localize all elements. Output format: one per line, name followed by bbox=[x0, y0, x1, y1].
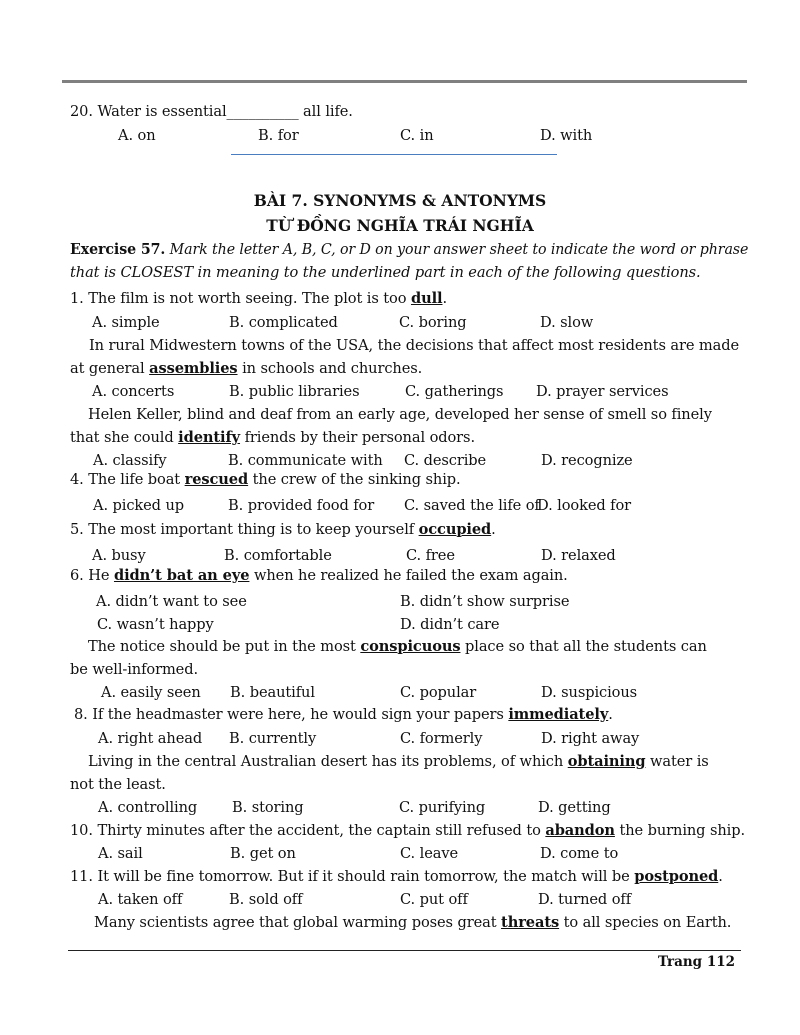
q7-option-c: C. popular bbox=[400, 684, 477, 701]
q6-option-c: C. wasn’t happy bbox=[97, 616, 214, 633]
q11-text-end: . bbox=[718, 868, 723, 885]
question-1-stem bbox=[70, 290, 447, 308]
q3-text: that she could bbox=[70, 429, 179, 446]
section-subtitle: TỪ ĐỒNG NGHĨA TRÁI NGHĨA bbox=[266, 216, 534, 235]
q9-text-end: water is bbox=[645, 753, 709, 770]
question-6-stem bbox=[70, 567, 568, 585]
q10-keyword: abandon bbox=[545, 822, 615, 839]
q11-option-c: C. put off bbox=[400, 891, 468, 908]
q4-option-b: B. provided food for bbox=[228, 497, 375, 514]
q10-text-end: the burning ship. bbox=[614, 822, 746, 839]
q12-text-end: to all species on Earth. bbox=[559, 914, 732, 931]
q9-keyword: obtaining bbox=[567, 753, 646, 770]
question-11-stem bbox=[70, 868, 723, 886]
exercise-instruction-line1 bbox=[70, 241, 748, 259]
q5-option-a: A. busy bbox=[92, 547, 146, 564]
question-2-stem-line2 bbox=[70, 360, 422, 378]
q20-option-c: C. in bbox=[400, 127, 434, 144]
q5-keyword: occupied bbox=[418, 521, 492, 538]
q11-keyword: postponed bbox=[634, 868, 719, 885]
question-9-stem-line1 bbox=[88, 753, 709, 771]
q6-option-d: D. didn’t care bbox=[400, 616, 500, 633]
q8-option-a: A. right ahead bbox=[98, 730, 203, 747]
q7-text: The notice should be put in the most bbox=[88, 638, 361, 655]
exercise-instruction-line2: that is CLOSEST in meaning to the underlined part in each of the following questions. bbox=[70, 264, 701, 281]
q6-text-end: when he realized he failed the exam again. bbox=[249, 567, 568, 584]
q6-keyword: didn’t bat an eye bbox=[113, 567, 250, 584]
q7-option-a: A. easily seen bbox=[101, 684, 201, 701]
section-title: BÀI 7. SYNONYMS & ANTONYMS bbox=[253, 191, 547, 210]
q9-text: Living in the central Australian desert has its problems, of which bbox=[88, 753, 568, 770]
q2-keyword: assemblies bbox=[149, 360, 238, 377]
footer-rule bbox=[68, 950, 741, 951]
q1-option-b: B. complicated bbox=[229, 314, 338, 331]
q8-text: 8. If the headmaster were here, he would sign your papers bbox=[74, 706, 509, 723]
q20-option-a: A. on bbox=[118, 127, 156, 144]
blue-divider bbox=[231, 154, 557, 155]
q1-text-end: . bbox=[442, 290, 448, 307]
q6-option-a: A. didn’t want to see bbox=[96, 593, 247, 610]
question-12-stem bbox=[94, 914, 731, 932]
q9-option-d: D. getting bbox=[538, 799, 611, 816]
page-number: Trang 112 bbox=[657, 954, 735, 970]
q4-text-end: the crew of the sinking ship. bbox=[248, 471, 461, 488]
question-2-stem-line1: In rural Midwestern towns of the USA, the decisions that affect most residents are made bbox=[89, 337, 740, 354]
q2-option-a: A. concerts bbox=[92, 383, 175, 400]
question-9-stem-line2: not the least. bbox=[70, 776, 166, 793]
q1-option-a: A. simple bbox=[92, 314, 160, 331]
q4-text: 4. The life boat bbox=[70, 471, 185, 488]
q12-text: Many scientists agree that global warming poses great bbox=[94, 914, 502, 931]
q3-option-a: A. classify bbox=[93, 452, 167, 469]
q1-option-d: D. slow bbox=[540, 314, 594, 331]
q2-text-end: in schools and churches. bbox=[237, 360, 423, 377]
question-4-stem bbox=[70, 471, 461, 489]
exercise-label: Exercise 57. bbox=[70, 241, 166, 258]
question-5-stem bbox=[70, 521, 496, 539]
q9-option-a: A. controlling bbox=[98, 799, 198, 816]
q1-keyword: dull bbox=[410, 290, 443, 307]
q9-option-b: B. storing bbox=[232, 799, 304, 816]
question-20-stem: 20. Water is essential__________ all life. bbox=[70, 103, 353, 120]
q10-text: 10. Thirty minutes after the accident, the captain still refused to bbox=[70, 822, 546, 839]
question-7-stem-line1 bbox=[88, 638, 707, 656]
q6-text: 6. He bbox=[70, 567, 114, 584]
q3-option-c: C. describe bbox=[404, 452, 487, 469]
q8-text-end: . bbox=[608, 706, 613, 723]
q8-option-d: D. right away bbox=[541, 730, 640, 747]
q4-option-c: C. saved the life of bbox=[404, 497, 540, 514]
q8-option-b: B. currently bbox=[229, 730, 317, 747]
q11-text: 11. It will be fine tomorrow. But if it should rain tomorrow, the match will be bbox=[70, 868, 635, 885]
q7-option-d: D. suspicious bbox=[541, 684, 638, 701]
q2-text: at general bbox=[70, 360, 150, 377]
q4-option-a: A. picked up bbox=[93, 497, 185, 514]
q5-text: 5. The most important thing is to keep yourself bbox=[70, 521, 419, 538]
question-3-stem-line2 bbox=[70, 429, 475, 447]
q4-keyword: rescued bbox=[184, 471, 249, 488]
q11-option-a: A. taken off bbox=[98, 891, 183, 908]
q5-option-c: C. free bbox=[406, 547, 455, 564]
q2-option-b: B. public libraries bbox=[229, 383, 360, 400]
q8-keyword: immediately bbox=[508, 706, 609, 723]
q3-keyword: identify bbox=[178, 429, 241, 446]
q5-option-b: B. comfortable bbox=[224, 547, 332, 564]
question-8-stem bbox=[74, 706, 613, 724]
q2-option-d: D. prayer services bbox=[536, 383, 669, 400]
instruction-text-1: Mark the letter A, B, C, or D on your answer sheet to indicate the word or phrase bbox=[169, 241, 749, 258]
q3-option-d: D. recognize bbox=[541, 452, 633, 469]
q3-option-b: B. communicate with bbox=[228, 452, 383, 469]
header-rule bbox=[62, 80, 747, 83]
question-7-stem-line2: be well-informed. bbox=[70, 661, 198, 678]
question-10-stem bbox=[70, 822, 745, 840]
q2-option-c: C. gatherings bbox=[405, 383, 504, 400]
q7-option-b: B. beautiful bbox=[230, 684, 315, 701]
q20-option-b: B. for bbox=[258, 127, 299, 144]
q8-option-c: C. formerly bbox=[400, 730, 483, 747]
q7-keyword: conspicuous bbox=[360, 638, 461, 655]
question-3-stem-line1: Helen Keller, blind and deaf from an early age, developed her sense of smell so finely bbox=[88, 406, 712, 423]
q6-option-b: B. didn’t show surprise bbox=[400, 593, 570, 610]
q20-option-d: D. with bbox=[540, 127, 593, 144]
q10-option-a: A. sail bbox=[98, 845, 143, 862]
q10-option-c: C. leave bbox=[400, 845, 459, 862]
q3-text-end: friends by their personal odors. bbox=[240, 429, 475, 446]
q11-option-d: D. turned off bbox=[538, 891, 632, 908]
q10-option-d: D. come to bbox=[540, 845, 619, 862]
q1-option-c: C. boring bbox=[399, 314, 467, 331]
q12-keyword: threats bbox=[501, 914, 560, 931]
q4-option-d: D. looked for bbox=[537, 497, 632, 514]
q7-text-end: place so that all the students can bbox=[460, 638, 707, 655]
q10-option-b: B. get on bbox=[230, 845, 296, 862]
q11-option-b: B. sold off bbox=[229, 891, 303, 908]
q9-option-c: C. purifying bbox=[399, 799, 486, 816]
q5-option-d: D. relaxed bbox=[541, 547, 616, 564]
q1-text: 1. The film is not worth seeing. The plot is too bbox=[70, 290, 411, 307]
q5-text-end: . bbox=[491, 521, 496, 538]
